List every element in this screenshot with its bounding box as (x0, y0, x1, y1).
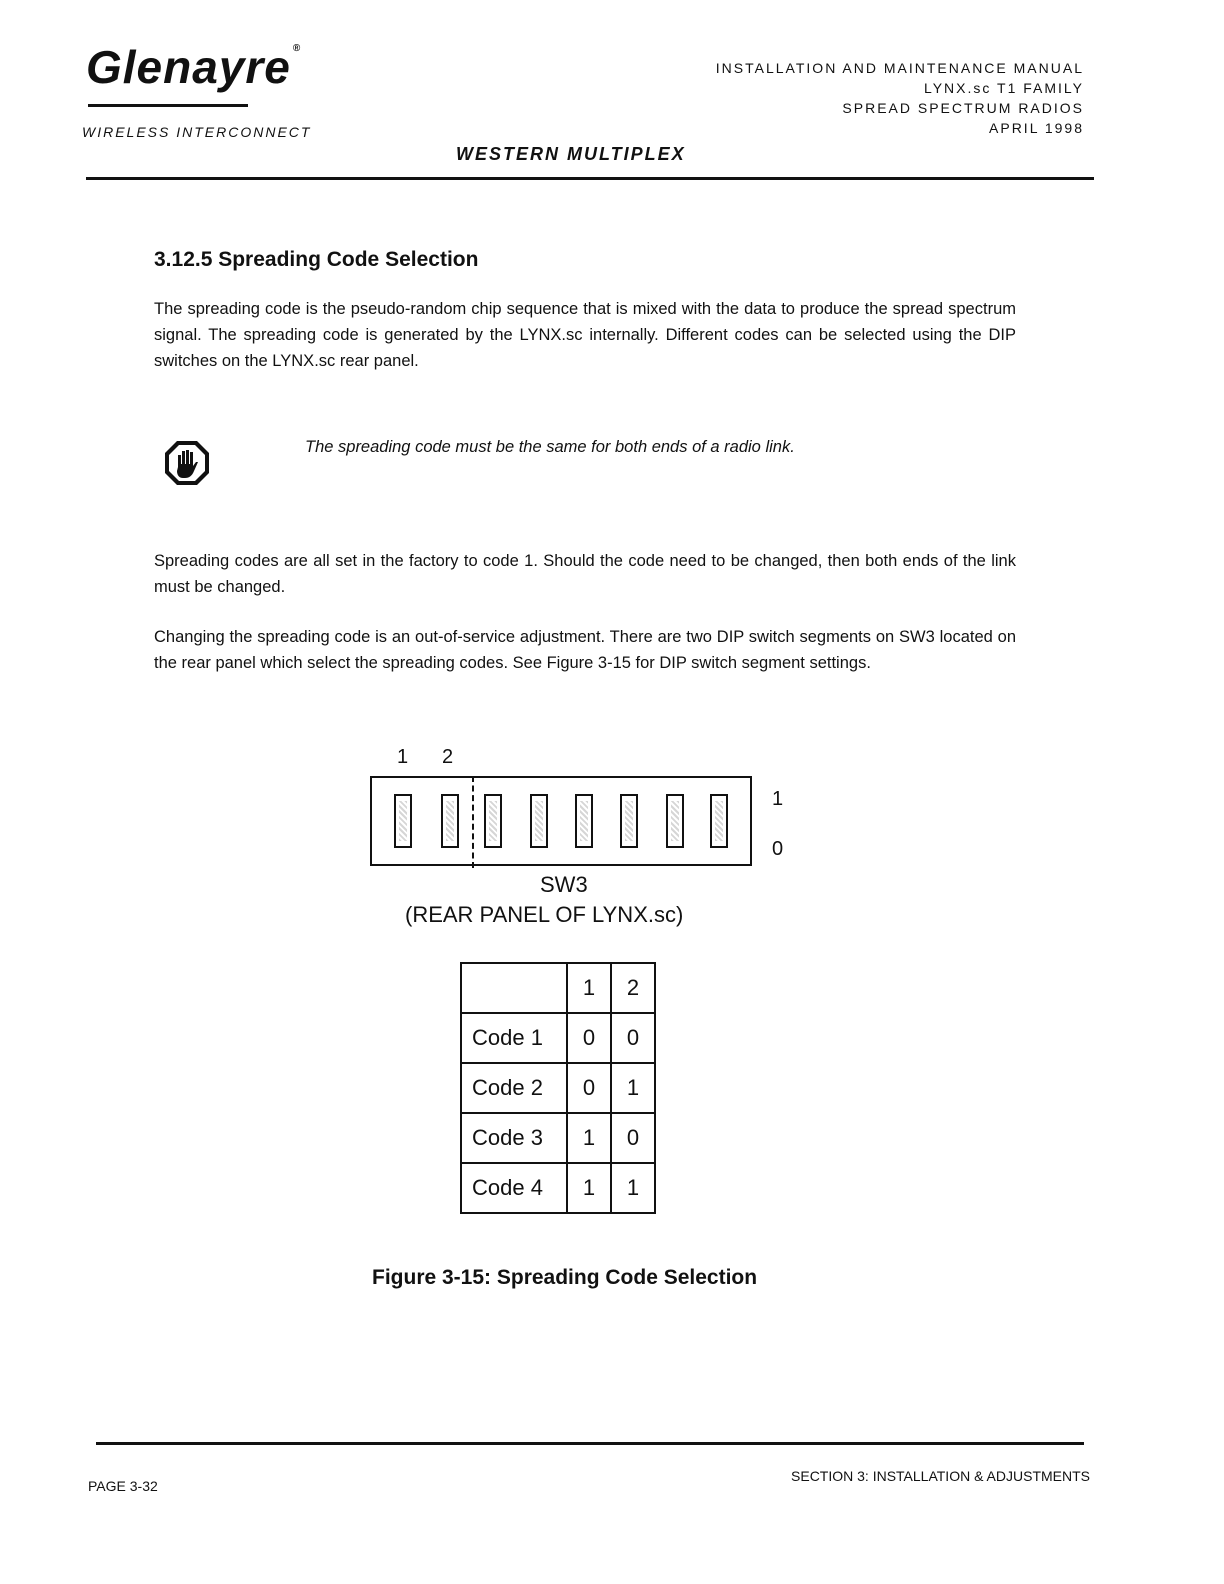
header-line: LYNX.sc T1 FAMILY (923, 80, 1084, 96)
table-row (461, 1013, 655, 1063)
dip-segment-divider (472, 776, 474, 868)
header-manual-info (716, 58, 1084, 138)
company-logo: Glenayre ® (86, 41, 302, 93)
dip-switch-toggle[interactable] (710, 794, 728, 848)
table-cell: Code 2 (461, 1063, 567, 1113)
dip-switch-toggle[interactable] (620, 794, 638, 848)
paragraph-factory-setting: Spreading codes are all set in the factory to code 1. Should the code need to be changed, then both ends of the link must be changed. (154, 552, 1016, 596)
table-cell: 0 (611, 1013, 655, 1063)
table-row (461, 1113, 655, 1163)
dip-switch-toggle[interactable] (441, 794, 459, 848)
dip-segment-number: 2 (442, 746, 454, 768)
table-header-cell: 2 (611, 963, 655, 1013)
table-header-cell: 1 (567, 963, 611, 1013)
table-header-cell (461, 963, 567, 1013)
panel-label: (REAR PANEL OF LYNX.sc) (405, 902, 684, 927)
caution-note: The spreading code must be the same for both ends of a radio link. (305, 438, 795, 456)
table-cell: Code 4 (461, 1163, 567, 1213)
footer-divider (96, 1442, 1084, 1445)
table-cell: Code 3 (461, 1113, 567, 1163)
table-cell: Code 1 (461, 1013, 567, 1063)
table-cell: 1 (567, 1113, 611, 1163)
table-cell: 1 (611, 1163, 655, 1213)
switch-on-label: 1 (772, 788, 784, 810)
table-cell: 1 (567, 1163, 611, 1213)
figure-caption: Figure 3-15: Spreading Code Selection (372, 1266, 758, 1289)
logo-underline (88, 104, 248, 107)
header-brand: WESTERN MULTIPLEX (456, 144, 686, 164)
switch-off-label: 0 (772, 838, 784, 860)
dip-switch-housing (370, 776, 752, 866)
dip-switch-toggle[interactable] (666, 794, 684, 848)
header-divider (86, 177, 1094, 180)
paragraph-adjustment: Changing the spreading code is an out-of-service adjustment. There are two DIP switch segments on SW3 located on the rear panel which select the spreading codes. See Figure 3-15 for DIP switch segment settings. (154, 628, 1016, 672)
table-cell: 1 (611, 1063, 655, 1113)
page-number: PAGE 3-32 (88, 1478, 158, 1494)
table-header-row (461, 963, 655, 1013)
table-row (461, 1163, 655, 1213)
header-line: SPREAD SPECTRUM RADIOS (842, 100, 1084, 116)
logo-tagline: WIRELESS INTERCONNECT (82, 124, 312, 140)
table-cell: 0 (611, 1113, 655, 1163)
dip-segment-number: 1 (397, 746, 409, 768)
table-row (461, 1063, 655, 1113)
footer-section: SECTION 3: INSTALLATION & ADJUSTMENTS (791, 1468, 1090, 1484)
dip-switch-toggle[interactable] (575, 794, 593, 848)
table-cell: 0 (567, 1063, 611, 1113)
switch-name: SW3 (540, 872, 588, 897)
header-line: APRIL 1998 (989, 120, 1084, 136)
section-title: 3.12.5 Spreading Code Selection (154, 248, 479, 271)
dip-switch-toggle[interactable] (530, 794, 548, 848)
dip-switch-toggle[interactable] (484, 794, 502, 848)
header-line: INSTALLATION AND MAINTENANCE MANUAL (715, 60, 1084, 76)
table-cell: 0 (567, 1013, 611, 1063)
stop-hand-icon (163, 439, 211, 487)
paragraph-intro: The spreading code is the pseudo-random chip sequence that is mixed with the data to produce the spread spectrum signal. The spreading code is generated by the LYNX.sc internally. Different codes can be selected using the DIP switches on the LYNX.sc rear panel. (154, 300, 1016, 370)
spreading-code-table (460, 962, 656, 1214)
dip-switch-toggle[interactable] (394, 794, 412, 848)
